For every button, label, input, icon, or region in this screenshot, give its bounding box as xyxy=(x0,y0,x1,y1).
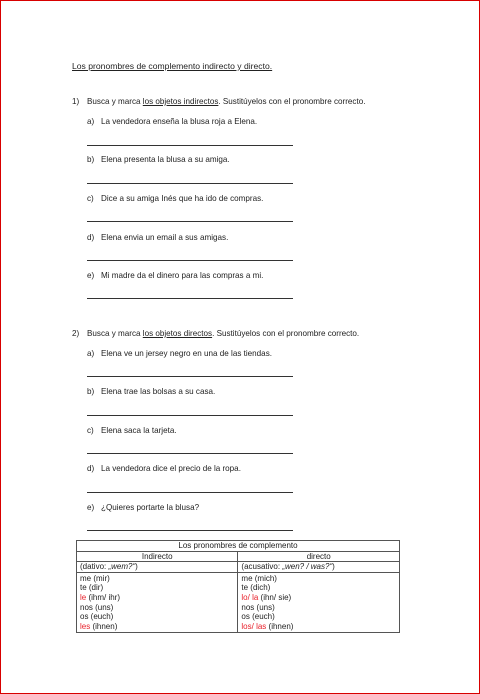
answer-line[interactable] xyxy=(87,221,293,222)
answer-line[interactable] xyxy=(87,298,293,299)
pronoun-row: te (dir) xyxy=(80,583,104,593)
exercise-item: d) La vendedora dice el precio de la ropa. xyxy=(87,464,241,473)
pronoun-row: me (mir) xyxy=(80,573,110,583)
case-label-direct: (acusativo: „wen? / was?“) xyxy=(238,562,400,573)
pronoun-row: te (dich) xyxy=(241,583,271,593)
exercise-item: e) ¿Quieres portarte la blusa? xyxy=(87,503,200,512)
direct-pronoun-list xyxy=(238,572,400,633)
answer-line[interactable] xyxy=(87,260,293,261)
section-2-instruction: 2) Busca y marca los objetos directos. Sustitúyelos con el pronombre correcto. xyxy=(72,329,360,338)
header-direct: directo xyxy=(238,551,400,562)
exercise-item: e) Mi madre da el dinero para las compras a mi. xyxy=(87,271,264,280)
exercise-item: c) Elena saca la tarjeta. xyxy=(87,426,177,435)
answer-line[interactable] xyxy=(87,183,293,184)
section-number: 2) xyxy=(72,329,80,338)
case-label-indirect: (dativo: „wem?“) xyxy=(77,562,238,573)
header-indirect: Indirecto xyxy=(77,551,238,562)
exercise-item: b) Elena presenta la blusa a su amiga. xyxy=(87,155,230,164)
section-1-instruction: 1) Busca y marca los objetos indirectos. Sustitúyelos con el pronombre correcto. xyxy=(72,97,366,106)
pronoun-row: os (euch) xyxy=(241,612,275,622)
pronoun-row: lo/ la (ihn/ sie) xyxy=(241,592,292,602)
section-number: 1) xyxy=(72,97,80,106)
answer-line[interactable] xyxy=(87,453,293,454)
answer-line[interactable] xyxy=(87,145,293,146)
pronoun-row: les (ihnen) xyxy=(80,621,118,631)
exercise-item: b) Elena trae las bolsas a su casa. xyxy=(87,387,216,396)
exercise-item: c) Dice a su amiga Inés que ha ido de compras. xyxy=(87,194,264,203)
answer-line[interactable] xyxy=(87,376,293,377)
exercise-item: d) Elena envia un email a sus amigas. xyxy=(87,233,229,242)
pronoun-row: me (mich) xyxy=(241,573,277,583)
answer-line[interactable] xyxy=(87,530,293,531)
underlined-term: los objetos directos xyxy=(142,329,213,338)
pronoun-row: le (ihm/ ihr) xyxy=(80,592,121,602)
underlined-term: los objetos indirectos xyxy=(142,97,219,106)
exercise-item: a) Elena ve un jersey negro en una de las tiendas. xyxy=(87,349,272,358)
pronoun-row: los/ las (ihnen) xyxy=(241,621,294,631)
answer-line[interactable] xyxy=(87,415,293,416)
indirect-pronoun-list xyxy=(77,572,238,633)
answer-line[interactable] xyxy=(87,492,293,493)
exercise-item: a) La vendedora enseña la blusa roja a Elena. xyxy=(87,117,258,126)
table-title: Los pronombres de complemento xyxy=(77,541,400,552)
pronoun-row: nos (uns) xyxy=(241,602,275,612)
page-title: Los pronombres de complemento indirecto y directo. xyxy=(72,61,273,71)
pronoun-row: os (euch) xyxy=(80,612,114,622)
pronoun-row: nos (uns) xyxy=(80,602,114,612)
pronoun-table xyxy=(76,540,400,633)
